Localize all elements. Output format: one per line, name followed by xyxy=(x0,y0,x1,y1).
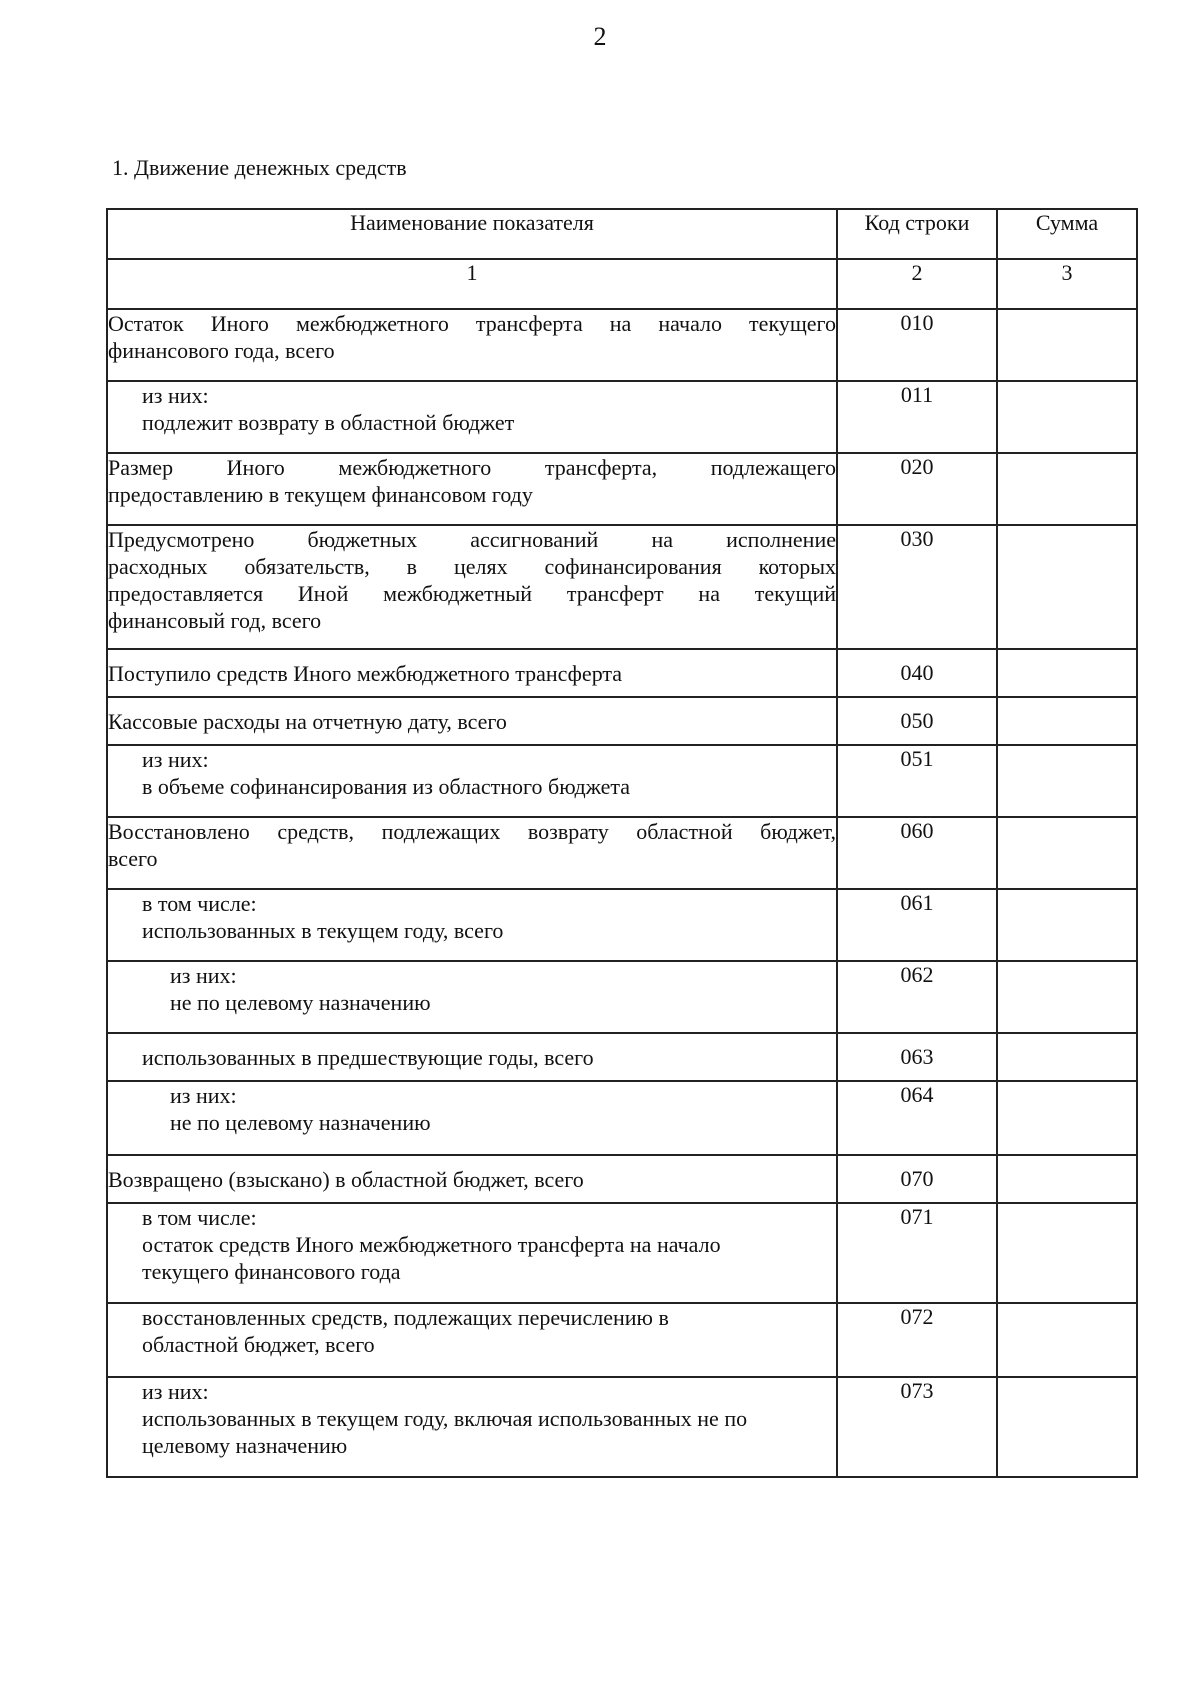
indicator-line: из них: xyxy=(170,963,237,988)
sum-cell[interactable] xyxy=(997,1081,1137,1155)
row-code: 062 xyxy=(837,961,997,1033)
cash-flow-table xyxy=(106,208,1138,1478)
row-code: 050 xyxy=(837,697,997,745)
indicator-name xyxy=(107,697,837,745)
row-code: 072 xyxy=(837,1303,997,1377)
indicator-line: предоставлению в текущем финансовом году xyxy=(108,482,533,507)
column-number-row xyxy=(107,259,1137,309)
sum-cell[interactable] xyxy=(997,745,1137,817)
table-row xyxy=(107,1081,1137,1155)
indicator-name xyxy=(107,1203,837,1303)
row-code: 020 xyxy=(837,453,997,525)
sum-cell[interactable] xyxy=(997,1033,1137,1081)
row-code: 030 xyxy=(837,525,997,649)
table-row xyxy=(107,817,1137,889)
table-row xyxy=(107,961,1137,1033)
section-title: 1. Движение денежных средств xyxy=(112,155,407,180)
indicator-name xyxy=(107,961,837,1033)
indicator-line: в том числе: xyxy=(142,891,257,916)
indicator-line: текущего финансового года xyxy=(142,1259,401,1284)
indicator-line: восстановленных средств, подлежащих перечислению в xyxy=(142,1305,669,1330)
table-row xyxy=(107,381,1137,453)
indicator-name xyxy=(107,1033,837,1081)
table-row xyxy=(107,697,1137,745)
indicator-line: использованных в текущем году, всего xyxy=(142,918,504,943)
indicator-line: остаток средств Иного межбюджетного трансферта на начало xyxy=(142,1232,721,1257)
sum-cell[interactable] xyxy=(997,889,1137,961)
indicator-line: Поступило средств Иного межбюджетного трансферта xyxy=(108,660,623,686)
indicator-line: из них: xyxy=(142,1379,209,1404)
indicator-line: в объеме софинансирования из областного бюджета xyxy=(142,774,631,799)
sum-cell[interactable] xyxy=(997,1203,1137,1303)
indicator-name xyxy=(107,1081,837,1155)
table-row xyxy=(107,309,1137,381)
indicator-line: предоставляется Иной межбюджетный трансферт на текущий xyxy=(108,581,836,606)
indicator-name xyxy=(107,1155,837,1203)
indicator-name xyxy=(107,1377,837,1477)
sum-cell[interactable] xyxy=(997,1377,1137,1477)
row-code: 040 xyxy=(837,649,997,697)
indicator-line: Размер Иного межбюджетного трансферта, подлежащего xyxy=(108,455,836,480)
indicator-name xyxy=(107,649,837,697)
indicator-line: финансового года, всего xyxy=(108,338,335,363)
table-row xyxy=(107,1303,1137,1377)
indicator-name xyxy=(107,453,837,525)
row-code: 064 xyxy=(837,1081,997,1155)
indicator-line: Кассовые расходы на отчетную дату, всего xyxy=(108,708,507,734)
table-row xyxy=(107,1377,1137,1477)
row-code: 060 xyxy=(837,817,997,889)
sum-cell[interactable] xyxy=(997,697,1137,745)
table-row xyxy=(107,1203,1137,1303)
row-code: 073 xyxy=(837,1377,997,1477)
table-row xyxy=(107,453,1137,525)
indicator-name xyxy=(107,745,837,817)
indicator-line: Предусмотрено бюджетных ассигнований на исполнение xyxy=(108,527,836,552)
sum-cell[interactable] xyxy=(997,1303,1137,1377)
indicator-line: Восстановлено средств, подлежащих возврату областной бюджет, xyxy=(108,819,836,844)
sum-cell[interactable] xyxy=(997,453,1137,525)
indicator-line: из них: xyxy=(142,383,209,408)
column-number: 1 xyxy=(107,259,837,309)
header-row-code: Код строки xyxy=(837,209,997,259)
indicator-line: не по целевому назначению xyxy=(170,1110,431,1135)
column-number: 3 xyxy=(997,259,1137,309)
indicator-name xyxy=(107,817,837,889)
indicator-line: целевому назначению xyxy=(142,1433,348,1458)
indicator-line: Остаток Иного межбюджетного трансферта на начало текущего xyxy=(108,311,836,336)
table-row xyxy=(107,1155,1137,1203)
header-sum: Сумма xyxy=(997,209,1137,259)
table-row xyxy=(107,649,1137,697)
column-number: 2 xyxy=(837,259,997,309)
table-header-row xyxy=(107,209,1137,259)
indicator-name xyxy=(107,889,837,961)
indicator-name xyxy=(107,1303,837,1377)
indicator-line: подлежит возврату в областной бюджет xyxy=(142,410,515,435)
indicator-line: всего xyxy=(108,846,158,871)
indicator-name xyxy=(107,309,837,381)
row-code: 070 xyxy=(837,1155,997,1203)
table-row xyxy=(107,745,1137,817)
sum-cell[interactable] xyxy=(997,381,1137,453)
row-code: 061 xyxy=(837,889,997,961)
row-code: 011 xyxy=(837,381,997,453)
indicator-line: из них: xyxy=(142,747,209,772)
row-code: 071 xyxy=(837,1203,997,1303)
page-number: 2 xyxy=(593,22,607,51)
header-indicator-name: Наименование показателя xyxy=(107,209,837,259)
indicator-name xyxy=(107,525,837,649)
table-row xyxy=(107,889,1137,961)
sum-cell[interactable] xyxy=(997,309,1137,381)
indicator-line: в том числе: xyxy=(142,1205,257,1230)
sum-cell[interactable] xyxy=(997,1155,1137,1203)
row-code: 051 xyxy=(837,745,997,817)
sum-cell[interactable] xyxy=(997,525,1137,649)
sum-cell[interactable] xyxy=(997,649,1137,697)
indicator-line: использованных в текущем году, включая использованных не по xyxy=(142,1406,748,1431)
table-row xyxy=(107,525,1137,649)
table-row xyxy=(107,1033,1137,1081)
indicator-line: Возвращено (взыскано) в областной бюджет, всего xyxy=(108,1166,584,1192)
indicator-line: финансовый год, всего xyxy=(108,608,322,633)
indicator-line: расходных обязательств, в целях софинансирования которых xyxy=(108,554,836,579)
row-code: 063 xyxy=(837,1033,997,1081)
row-code: 010 xyxy=(837,309,997,381)
sum-cell[interactable] xyxy=(997,961,1137,1033)
sum-cell[interactable] xyxy=(997,817,1137,889)
indicator-name xyxy=(107,381,837,453)
indicator-line: из них: xyxy=(170,1083,237,1108)
indicator-line: не по целевому назначению xyxy=(170,990,431,1015)
indicator-line: областной бюджет, всего xyxy=(142,1332,375,1357)
indicator-line: использованных в предшествующие годы, всего xyxy=(142,1044,594,1070)
